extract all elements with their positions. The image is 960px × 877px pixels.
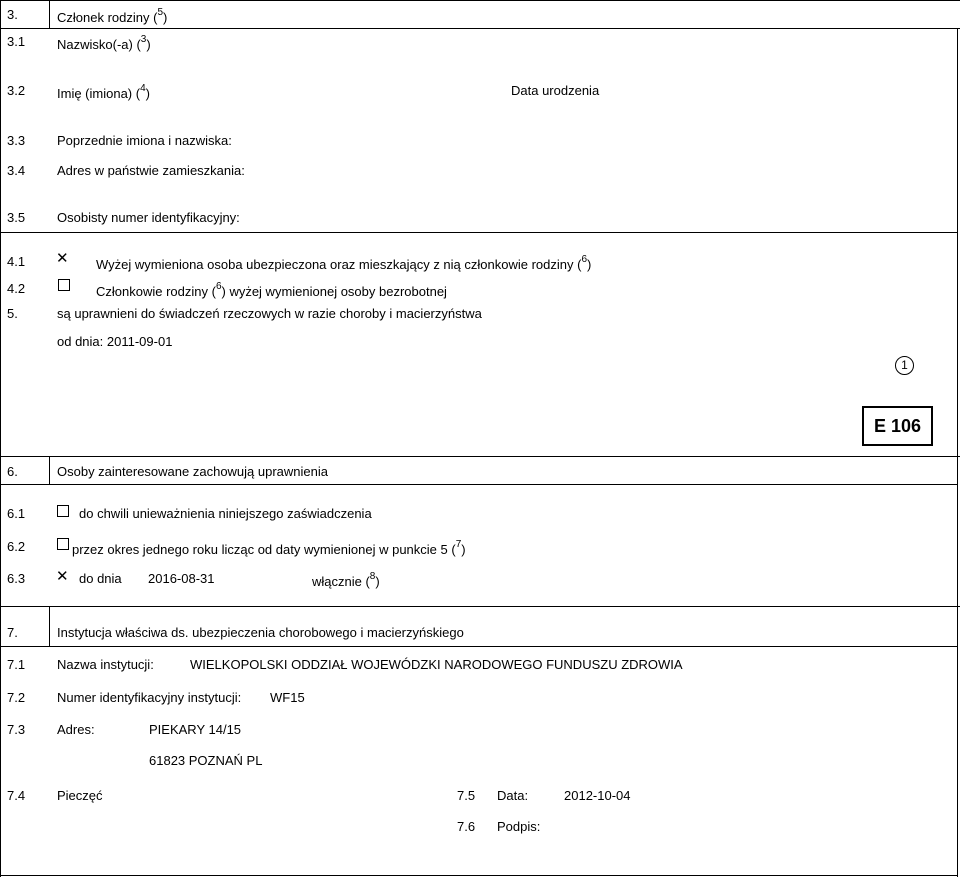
s3-number: 3. [7,7,18,22]
s5-from-date: od dnia: 2011-09-01 [57,334,173,349]
s42-number: 4.2 [7,281,26,296]
s72-label: Numer identyfikacyjny instytucji: [57,690,242,705]
s32-label: Imię (imiona) ($^4$) [57,83,150,101]
s73-label: Adres: [57,722,95,737]
s63-label: do dnia [79,571,122,586]
s6-header-bottom [0,484,958,485]
s31-label: Nazwisko(-a) ($^3$) [57,34,151,52]
frame-top [0,0,960,1]
s34-number: 3.4 [7,163,26,178]
s73-number: 7.3 [7,722,26,737]
s62-label: przez okres jednego roku licząc od daty wymienionej w punkcie 5 ($^7$) [72,539,466,557]
s3-header-vline [49,0,50,28]
s75-number: 7.5 [457,788,476,803]
frame-right [957,28,958,877]
s71-label: Nazwa instytucji: [57,657,154,672]
s7-number: 7. [7,625,18,640]
s42-label: Członkowie rodziny ($^6$) wyżej wymienionej osoby bezrobotnej [96,281,447,299]
s34-label: Adres w państwie zamieszkania: [57,163,245,178]
s5-label: są uprawnieni do świadczeń rzeczowych w razie choroby i macierzyństwa [57,306,482,321]
s33-number: 3.3 [7,133,26,148]
s6-header-vline [49,456,50,484]
s71-number: 7.1 [7,657,26,672]
s42-checkbox[interactable] [58,279,70,291]
s35-number: 3.5 [7,210,26,225]
s63-date: 2016-08-31 [148,571,215,586]
s63-inclusive: włącznie ($^8$) [312,571,380,589]
s63-checked-checkbox[interactable]: ✕ [56,568,69,585]
s73-address-line2: 61823 POZNAŃ PL [149,753,263,768]
s61-number: 6.1 [7,506,26,521]
s72-number: 7.2 [7,690,26,705]
s6-title: Osoby zainteresowane zachowują uprawnienia [57,464,328,479]
s41-number: 4.1 [7,254,26,269]
s61-checkbox[interactable] [57,505,69,517]
s35-label: Osobisty numer identyfikacyjny: [57,210,240,225]
s75-label: Data: [497,788,529,803]
s61-label: do chwili unieważnienia niniejszego zaświadczenia [79,506,372,521]
s71-value: WIELKOPOLSKI ODDZIAŁ WOJEWÓDZKI NARODOWEGO FUNDUSZU ZDROWIA [190,657,683,672]
s3-header-underline [0,28,960,29]
s76-number: 7.6 [457,819,476,834]
s6-header-top [0,456,960,457]
s75-value: 2012-10-04 [564,788,631,803]
s7-title: Instytucja właściwa ds. ubezpieczenia chorobowego i macierzyńskiego [57,625,464,640]
s33-label: Poprzednie imiona i nazwiska: [57,133,232,148]
form-code-badge: E 106 [862,406,933,446]
s41-label: Wyżej wymieniona osoba ubezpieczona oraz mieszkający z nią członkowie rodziny ($^6$) [96,254,592,272]
s5-number: 5. [7,306,18,321]
s62-number: 6.2 [7,539,26,554]
s7-header-vline [49,606,50,646]
s6-number: 6. [7,464,18,479]
s7-header-bottom [0,646,958,647]
page-number-circle-icon: 1 [895,356,914,375]
s41-checked-checkbox[interactable]: ✕ [56,250,69,267]
frame-bottom [0,875,958,876]
s74-number: 7.4 [7,788,26,803]
s31-number: 3.1 [7,34,26,49]
s72-value: WF15 [270,690,305,705]
s73-address-line1: PIEKARY 14/15 [149,722,242,737]
s3-s4-separator [0,232,958,233]
s74-label: Pieczęć [57,788,103,803]
frame-left [0,0,1,877]
s32-number: 3.2 [7,83,26,98]
s7-header-top [0,606,960,607]
s63-number: 6.3 [7,571,26,586]
s76-label: Podpis: [497,819,541,834]
s62-checkbox[interactable] [57,538,69,550]
birth-date-label: Data urodzenia [511,83,600,98]
s3-title: Członek rodziny ($^5$) [57,7,168,25]
